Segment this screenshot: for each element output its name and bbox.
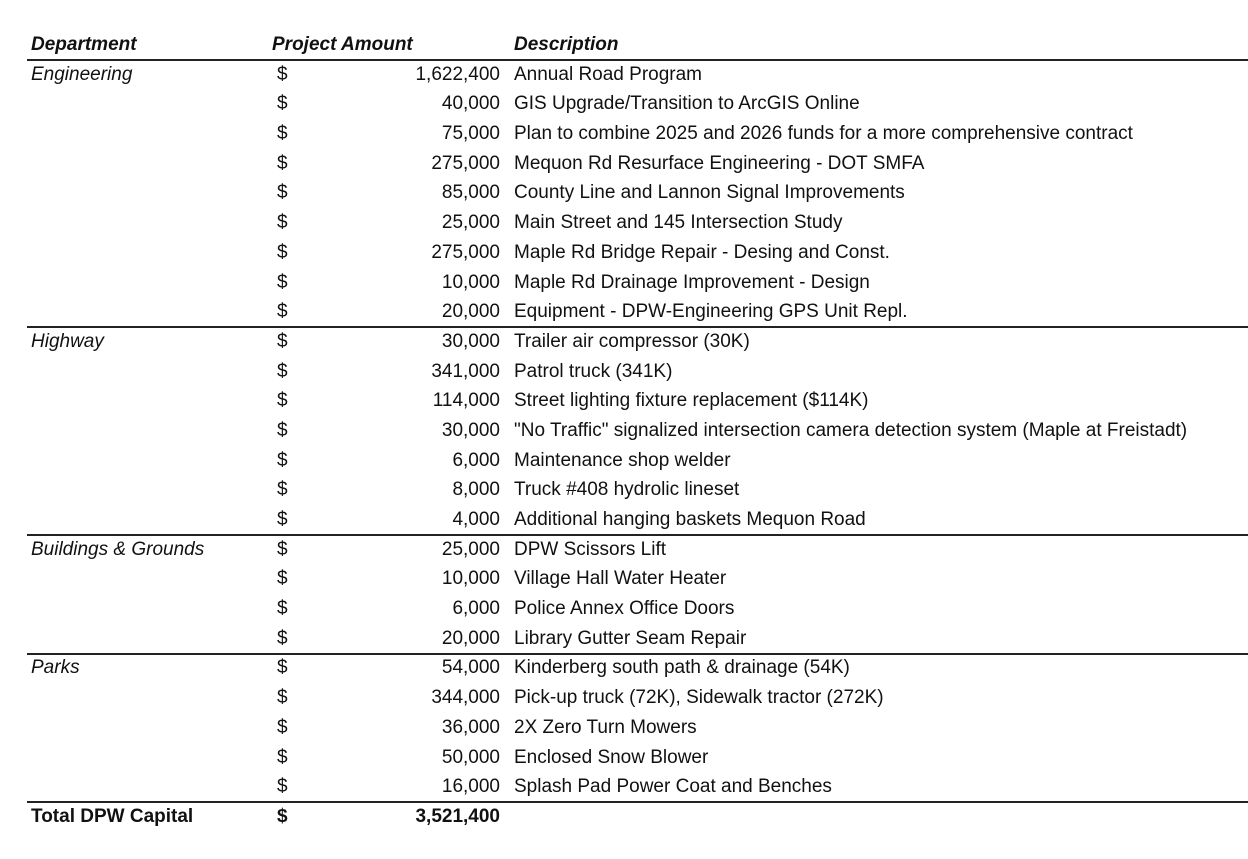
currency-symbol: $ [277, 330, 288, 352]
project-description: Patrol truck (341K) [514, 360, 673, 382]
table-row [0, 386, 1248, 416]
project-amount: 20,000 [441, 301, 500, 323]
currency-symbol: $ [277, 716, 288, 738]
table-row [0, 535, 1248, 565]
currency-symbol: $ [277, 449, 288, 471]
table-row [0, 713, 1248, 743]
header-description: Description [514, 34, 619, 55]
project-description: Mequon Rd Resurface Engineering - DOT SMFA [514, 152, 925, 174]
project-description: Street lighting fixture replacement ($114K) [514, 390, 869, 412]
project-amount: 341,000 [431, 360, 500, 382]
project-amount: 36,000 [441, 716, 500, 738]
project-amount: 54,000 [441, 657, 500, 679]
project-amount: 75,000 [441, 123, 500, 145]
project-amount: 1,622,400 [415, 63, 500, 85]
project-amount: 10,000 [441, 271, 500, 293]
project-description: Enclosed Snow Blower [514, 746, 709, 768]
row-divider [27, 326, 1248, 328]
project-amount: 30,000 [441, 330, 500, 352]
project-amount: 275,000 [431, 241, 500, 263]
currency-symbol: $ [277, 63, 288, 85]
table-row [0, 594, 1248, 624]
department-name: Highway [31, 330, 104, 352]
currency-symbol: $ [277, 182, 288, 204]
table-row [0, 446, 1248, 476]
currency-symbol: $ [277, 271, 288, 293]
project-description: Additional hanging baskets Mequon Road [514, 509, 866, 530]
table-row [0, 357, 1248, 387]
project-amount: 85,000 [441, 182, 500, 204]
project-amount: 40,000 [441, 93, 500, 115]
currency-symbol: $ [277, 93, 288, 115]
currency-symbol: $ [277, 152, 288, 174]
project-description: County Line and Lannon Signal Improvements [514, 182, 905, 204]
currency-symbol: $ [277, 746, 288, 768]
project-description: Police Annex Office Doors [514, 598, 735, 620]
table-row [0, 475, 1248, 505]
project-amount: 25,000 [441, 212, 500, 234]
total-currency: $ [277, 805, 288, 827]
project-description: Maple Rd Drainage Improvement - Design [514, 271, 870, 293]
currency-symbol: $ [277, 538, 288, 560]
table-row [0, 505, 1248, 535]
currency-symbol: $ [277, 598, 288, 620]
project-description: 2X Zero Turn Mowers [514, 716, 697, 738]
row-divider [27, 59, 1248, 61]
project-description: Trailer air compressor (30K) [514, 330, 750, 352]
currency-symbol: $ [277, 123, 288, 145]
currency-symbol: $ [277, 212, 288, 234]
table-row [0, 238, 1248, 268]
table-row [0, 683, 1248, 713]
project-amount: 275,000 [431, 152, 500, 174]
project-amount: 30,000 [441, 419, 500, 441]
currency-symbol: $ [277, 568, 288, 590]
project-amount: 25,000 [441, 538, 500, 560]
table-row [0, 772, 1248, 802]
capital-projects-table [0, 30, 1248, 832]
project-amount: 344,000 [431, 687, 500, 709]
table-row [0, 149, 1248, 179]
row-divider [27, 801, 1248, 803]
project-amount: 4,000 [452, 509, 500, 530]
currency-symbol: $ [277, 627, 288, 649]
department-name: Engineering [31, 63, 133, 85]
table-row [0, 178, 1248, 208]
project-amount: 8,000 [452, 479, 500, 501]
project-amount: 6,000 [452, 598, 500, 620]
currency-symbol: $ [277, 419, 288, 441]
table-row [0, 327, 1248, 357]
department-name: Buildings & Grounds [31, 538, 205, 560]
project-description: Pick-up truck (72K), Sidewalk tractor (272K) [514, 687, 884, 709]
row-divider [27, 653, 1248, 655]
header-row [0, 30, 1248, 60]
table-row [0, 119, 1248, 149]
project-description: GIS Upgrade/Transition to ArcGIS Online [514, 93, 860, 115]
project-description: Annual Road Program [514, 63, 702, 85]
currency-symbol: $ [277, 657, 288, 679]
currency-symbol: $ [277, 509, 288, 530]
table-row [0, 624, 1248, 654]
project-description: Library Gutter Seam Repair [514, 627, 747, 649]
project-amount: 20,000 [441, 627, 500, 649]
header-department: Department [31, 34, 137, 55]
currency-symbol: $ [277, 360, 288, 382]
table-row [0, 60, 1248, 90]
project-amount: 6,000 [452, 449, 500, 471]
table-body [0, 60, 1248, 832]
project-description: Maintenance shop welder [514, 449, 731, 471]
project-amount: 16,000 [441, 776, 500, 798]
project-description: Plan to combine 2025 and 2026 funds for a more comprehensive contract [514, 123, 1133, 145]
header-project-amount: Project Amount [272, 34, 413, 55]
currency-symbol: $ [277, 241, 288, 263]
project-description: Splash Pad Power Coat and Benches [514, 776, 832, 798]
table-row [0, 416, 1248, 446]
project-description: DPW Scissors Lift [514, 538, 667, 560]
project-description: Kinderberg south path & drainage (54K) [514, 657, 850, 679]
total-amount: 3,521,400 [415, 805, 500, 827]
total-row [0, 802, 1248, 832]
table-row [0, 89, 1248, 119]
table-row [0, 564, 1248, 594]
table-row [0, 208, 1248, 238]
total-label: Total DPW Capital [31, 805, 194, 827]
table-row [0, 268, 1248, 298]
project-description: "No Traffic" signalized intersection camera detection system (Maple at Freistadt) [514, 419, 1188, 441]
row-divider [27, 534, 1248, 536]
project-amount: 114,000 [432, 390, 500, 412]
project-description: Maple Rd Bridge Repair - Desing and Const. [514, 241, 890, 263]
project-description: Main Street and 145 Intersection Study [514, 212, 843, 234]
project-description: Village Hall Water Heater [514, 568, 727, 590]
project-description: Equipment - DPW-Engineering GPS Unit Repl. [514, 301, 908, 323]
table-row [0, 653, 1248, 683]
project-description: Truck #408 hydrolic lineset [514, 479, 740, 501]
currency-symbol: $ [277, 687, 288, 709]
currency-symbol: $ [277, 479, 288, 501]
department-name: Parks [31, 657, 80, 679]
table-row [0, 743, 1248, 773]
currency-symbol: $ [277, 301, 288, 323]
project-amount: 10,000 [441, 568, 500, 590]
project-amount: 50,000 [441, 746, 500, 768]
currency-symbol: $ [277, 390, 288, 412]
table-row [0, 297, 1248, 327]
currency-symbol: $ [277, 776, 288, 798]
